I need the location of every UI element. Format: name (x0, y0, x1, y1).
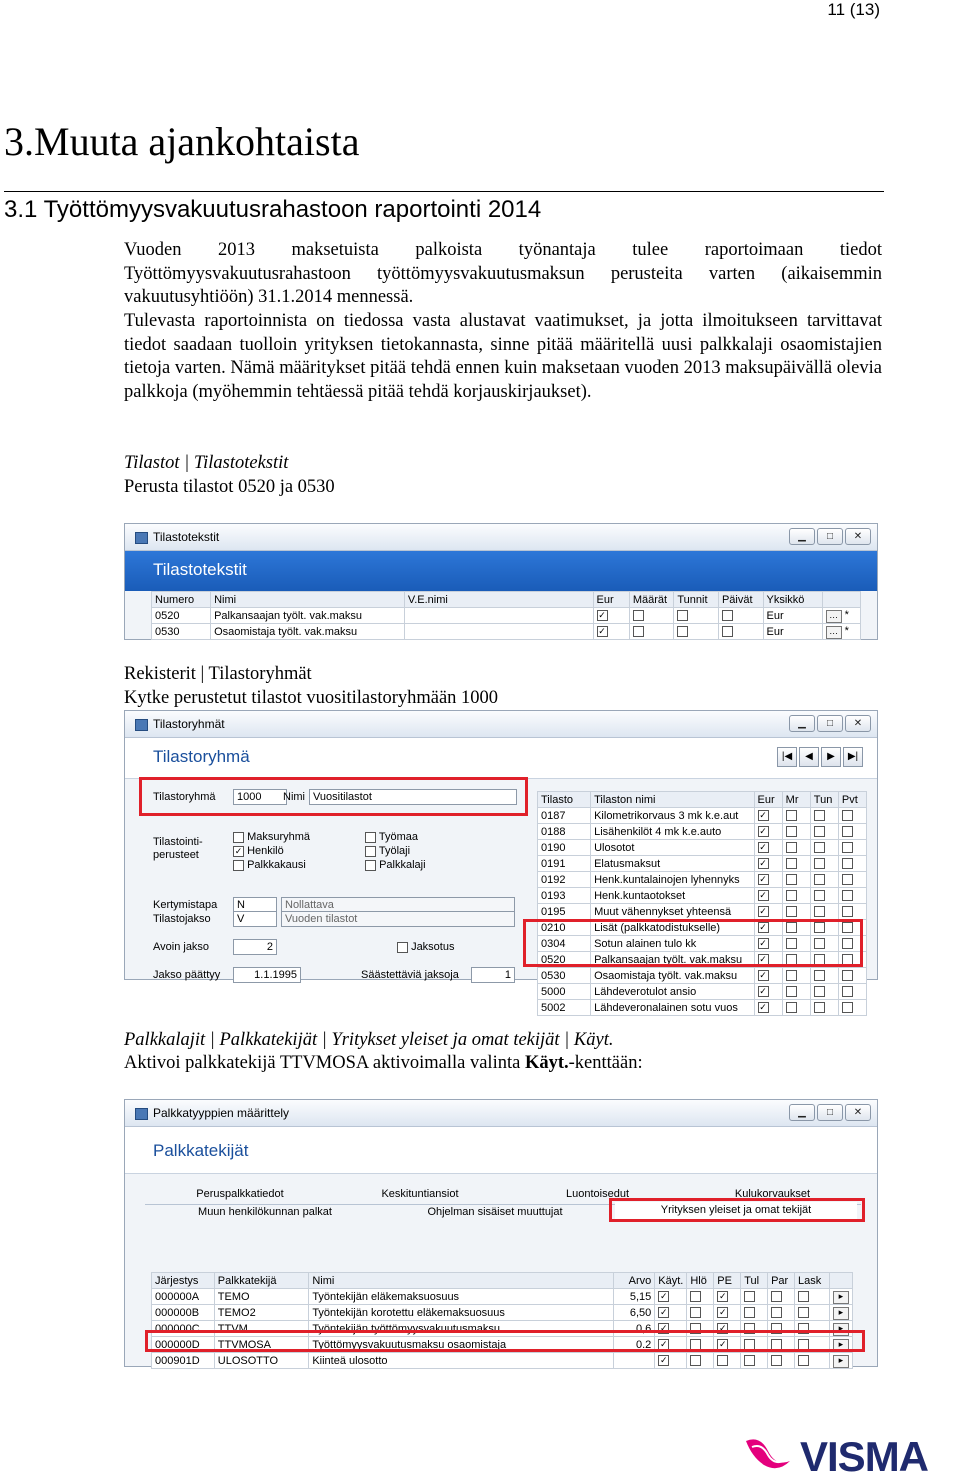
checkbox[interactable]: ✓ (759, 890, 767, 901)
checkbox[interactable] (814, 826, 825, 837)
checkbox[interactable]: ✓ (719, 1307, 727, 1318)
checkbox[interactable] (842, 842, 853, 853)
checkbox[interactable] (690, 1291, 701, 1302)
list-item[interactable]: 0520 Palkansaajan työlt. vak.maksu ✓ (538, 952, 867, 968)
list-item[interactable]: 5002 Lähdeveronalainen sotu vuos ✓ (538, 1000, 867, 1016)
col-nimi: Nimi (309, 1273, 614, 1289)
list-item[interactable]: 0195 Muut vähennykset yhteensä ✓ (538, 904, 867, 920)
checkbox[interactable] (233, 860, 244, 871)
checkbox[interactable] (677, 610, 688, 621)
checkbox[interactable] (690, 1355, 701, 1366)
checkbox[interactable] (842, 858, 853, 869)
checkbox[interactable] (814, 858, 825, 869)
table-row[interactable]: 0520 Palkansaajan työlt. vak.maksu ✓ Eur … * (152, 608, 861, 624)
screenshot-palkkatekijat (124, 1099, 878, 1367)
checkbox[interactable]: ✓ (759, 1002, 767, 1013)
col-tilasto: Tilasto (538, 792, 591, 808)
checkbox[interactable] (633, 610, 644, 621)
section-heading: 3.1 Työttömyysvakuutusrahastoon raportointi 2014 (4, 196, 542, 223)
checkbox[interactable] (786, 1002, 797, 1013)
kertymistapa-desc: Nollattava (281, 897, 515, 913)
checkbox[interactable] (814, 906, 825, 917)
kertymistapa-select[interactable]: N (233, 897, 277, 913)
col-tun: Tun (810, 792, 838, 808)
table-row[interactable]: 000000C TTVM Työntekijän työttömyysvakuutusmaksu 0,6 ✓ ✓ ▸ (152, 1321, 853, 1337)
checkbox[interactable]: ✓ (759, 970, 767, 981)
checkbox[interactable] (814, 842, 825, 853)
checkbox[interactable]: ✓ (759, 954, 767, 965)
col-jarjestys: Järjestys (152, 1273, 215, 1289)
col-yksikko: Yksikkö (763, 592, 822, 608)
maximize-icon[interactable]: □ (817, 1104, 843, 1121)
checkbox[interactable]: ✓ (759, 922, 767, 933)
checkbox[interactable] (677, 626, 688, 637)
last-record-icon[interactable]: ▶| (843, 747, 863, 767)
checkbox-kayt[interactable]: ✓ (659, 1339, 668, 1350)
checkbox[interactable] (786, 970, 797, 981)
nav-path-rekisterit: Rekisterit | Tilastoryhmät (124, 664, 312, 684)
saastettavia-label: Säästettäviä jaksoja (361, 969, 459, 981)
checkbox[interactable] (842, 970, 853, 981)
checkbox-checked[interactable]: ✓ (234, 845, 243, 856)
checkbox[interactable]: ✓ (719, 1339, 727, 1350)
checkbox[interactable] (842, 1002, 853, 1013)
window-titlebar (125, 711, 877, 738)
row-action-button[interactable]: ▸ (833, 1339, 849, 1352)
close-icon[interactable]: ✕ (845, 715, 871, 732)
table-row[interactable]: 000000B TEMO2 Työntekijän korotettu eläkemaksuosuus 6,50 ✓ ✓ ▸ (152, 1305, 853, 1321)
checkbox[interactable] (786, 890, 797, 901)
checkbox[interactable] (842, 890, 853, 901)
list-item[interactable]: 0193 Henk.kuntaotokset ✓ (538, 888, 867, 904)
checkbox-kayt[interactable]: ✓ (659, 1291, 668, 1302)
list-item[interactable]: 0530 Osaomistaja työlt. vak.maksu ✓ (538, 968, 867, 984)
checkbox[interactable] (397, 942, 408, 953)
col-maarat: Määrät (629, 592, 674, 608)
checkbox[interactable] (798, 1291, 809, 1302)
nimi-label: Nimi (283, 791, 305, 803)
checkbox[interactable] (786, 810, 797, 821)
ellipsis-button[interactable]: … (826, 626, 842, 639)
tilastojakso-desc: Vuoden tilastot (281, 911, 515, 927)
checkbox-eur-checked[interactable]: ✓ (598, 610, 606, 621)
tilastojakso-select[interactable]: V (233, 911, 277, 927)
row-action-button[interactable]: ▸ (833, 1291, 849, 1304)
highlight-active-tab (609, 1198, 865, 1222)
checkbox[interactable] (786, 826, 797, 837)
tab-luontoisedut[interactable]: Luontoisedut (566, 1188, 629, 1200)
next-record-icon[interactable]: ▶ (821, 747, 841, 767)
list-item[interactable]: 0210 Lisät (palkkatodistukselle) ✓ (538, 920, 867, 936)
col-par: Par (768, 1273, 795, 1289)
checkbox[interactable] (814, 970, 825, 981)
checkbox[interactable] (744, 1291, 755, 1302)
window-titlebar (125, 1100, 877, 1127)
checkbox[interactable] (717, 1355, 728, 1366)
checkbox[interactable] (798, 1355, 809, 1366)
checkbox-kayt[interactable]: ✓ (659, 1307, 668, 1318)
checkbox[interactable]: ✓ (759, 986, 767, 997)
tab-peruspalkkatiedot[interactable]: Peruspalkkatiedot (196, 1188, 284, 1200)
window-title: Tilastotekstit (153, 530, 220, 544)
checkbox[interactable]: ✓ (759, 938, 767, 949)
checkbox[interactable] (842, 986, 853, 997)
visma-logo (738, 1427, 958, 1480)
checkbox[interactable]: ✓ (719, 1323, 727, 1334)
checkbox[interactable] (365, 846, 376, 857)
checkbox[interactable] (842, 874, 853, 885)
heading-rule (4, 191, 884, 192)
checkbox[interactable] (771, 1307, 782, 1318)
first-record-icon[interactable]: |◀ (777, 747, 797, 767)
close-icon[interactable]: ✕ (845, 528, 871, 545)
form-banner-title: Tilastoryhmä (153, 747, 250, 766)
nimi-field[interactable]: Vuositilastot (309, 789, 517, 805)
highlight-group-fields (139, 777, 528, 816)
form-banner (125, 738, 877, 779)
pay-factor-table (151, 1272, 853, 1369)
checkbox[interactable] (771, 1291, 782, 1302)
check-label-palkkakausi: Palkkakausi (247, 859, 306, 871)
col-palkkatekija: Palkkatekijä (214, 1273, 309, 1289)
checkbox[interactable] (365, 832, 376, 843)
tilastointiperusteet-label: Tilastointi-perusteet (153, 836, 203, 861)
list-item[interactable]: 5000 Lähdeverotulot ansio ✓ (538, 984, 867, 1000)
checkbox[interactable] (814, 986, 825, 997)
checkbox[interactable]: ✓ (759, 810, 767, 821)
tilastoryhma-label: Tilastoryhmä (153, 791, 216, 803)
tilastojakso-label: Tilastojakso (153, 913, 211, 925)
col-hlo: Hlö (687, 1273, 714, 1289)
tab-yrityksen-yleiset[interactable]: Yrityksen yleiset ja omat tekijät (615, 1202, 857, 1219)
tab-muun-henkilokunnan-palkat[interactable]: Muun henkilökunnan palkat (198, 1206, 332, 1218)
col-numero: Numero (152, 592, 211, 608)
highlight-ttvmosa-row (145, 1330, 865, 1352)
checkbox[interactable] (842, 906, 853, 917)
form-banner (125, 551, 877, 591)
nav-path-palkkalajit: Palkkalajit | Palkkatekijät | Yritykset yleiset ja omat tekijät | Käyt. (124, 1030, 614, 1050)
window-title: Palkkatyyppien määrittely (153, 1106, 290, 1120)
col-kayt: Käyt. (655, 1273, 687, 1289)
window-title: Tilastoryhmät (153, 717, 225, 731)
checkbox[interactable]: ✓ (759, 874, 767, 885)
list-item[interactable]: 0187 Kilometrikorvaus 3 mk k.e.aut ✓ (538, 808, 867, 824)
checkbox[interactable] (365, 860, 376, 871)
checkbox[interactable] (233, 832, 244, 843)
svg-text:VISMA: VISMA (800, 1433, 929, 1480)
checkbox[interactable] (722, 626, 733, 637)
checkbox[interactable] (744, 1307, 755, 1318)
highlight-new-statistics (523, 919, 863, 967)
col-pe: PE (714, 1273, 741, 1289)
col-pvt: Pvt (838, 792, 866, 808)
prev-record-icon[interactable]: ◀ (799, 747, 819, 767)
record-navigation (777, 747, 863, 767)
row-action-button[interactable]: ▸ (833, 1355, 849, 1368)
minimize-icon[interactable]: ▁ (789, 715, 815, 732)
asterisk-icon[interactable]: * (844, 624, 849, 637)
col-ve-nimi: V.E.nimi (404, 592, 593, 608)
page-number: 11 (13) (827, 0, 880, 19)
col-arvo: Arvo (614, 1273, 655, 1289)
col-tunnit: Tunnit (674, 592, 719, 608)
checkbox[interactable] (798, 1307, 809, 1318)
visma-logo-icon (738, 1427, 958, 1480)
jaksotus-label: Jaksotus (411, 941, 455, 953)
table-row[interactable]: 000000A TEMO Työntekijän eläkemaksuosuus 5,15 ✓ ✓ ▸ (152, 1289, 853, 1305)
instruction-step2: Kytke perustetut tilastot vuositilastoryhmään 1000 (124, 688, 499, 708)
app-icon (135, 719, 148, 731)
kertymistapa-label: Kertymistapa (153, 899, 218, 911)
checkbox[interactable] (842, 810, 853, 821)
screenshot-tilastoryhmat (124, 710, 878, 1014)
checkbox[interactable]: ✓ (719, 1291, 727, 1302)
col-tilaston-nimi: Tilaston nimi (591, 792, 754, 808)
list-item[interactable]: 0188 Lisähenkilöt 4 mk k.e.auto ✓ (538, 824, 867, 840)
minimize-icon[interactable]: ▁ (789, 1104, 815, 1121)
jakso-paattyy-label: Jakso päättyy (153, 969, 221, 981)
col-eur: Eur (593, 592, 629, 608)
ellipsis-button[interactable]: … (826, 610, 842, 623)
col-lask: Lask (795, 1273, 830, 1289)
checkbox[interactable] (722, 610, 733, 621)
row-action-button[interactable]: ▸ (833, 1307, 849, 1320)
maximize-icon[interactable]: □ (817, 528, 843, 545)
checkbox[interactable] (786, 842, 797, 853)
checkbox[interactable]: ✓ (759, 858, 767, 869)
list-item[interactable]: 0190 Ulosotot ✓ (538, 840, 867, 856)
avoin-jakso-label: Avoin jakso (153, 941, 210, 953)
paragraph-details: Tulevasta raportoinnista on tiedossa vasta alustavat vaatimukset, ja jotta ilmoitukseen tarvittavat tiedot saadaan tuolloin yrityksen tietokannasta, sinne pitää määritellä uusi palkkalaji osaomistajien tietoja varten. Nämä määritykset pitää tehdä ennen kuin maksetaan vuoden 2013 maksupäivällä olevia palkkoja (myöhemmin tehtäessä pitää tehdä korjauskirjaukset). (124, 311, 882, 402)
check-label-palkkalaji: Palkkalaji (379, 859, 426, 871)
form-banner-title: Palkkatekijät (153, 1141, 249, 1160)
table-row[interactable]: 000901D ULOSOTTO Kiinteä ulosotto ✓ ▸ (152, 1353, 853, 1369)
minimize-icon[interactable]: ▁ (789, 528, 815, 545)
jakso-paattyy-field[interactable]: 1.1.1995 (233, 967, 301, 983)
instruction-step1: Perusta tilastot 0520 ja 0530 (124, 477, 335, 497)
checkbox[interactable] (786, 874, 797, 885)
checkbox[interactable] (633, 626, 644, 637)
form-banner-title: Tilastotekstit (153, 560, 247, 579)
form-banner (125, 1127, 877, 1174)
window-titlebar (125, 524, 877, 551)
asterisk-icon[interactable]: * (844, 608, 849, 621)
check-label-tyolaji: Työlaji (378, 845, 411, 857)
saastettavia-field[interactable]: 1 (471, 967, 515, 983)
checkbox-eur-checked[interactable]: ✓ (598, 626, 606, 637)
col-nimi: Nimi (211, 592, 405, 608)
checkbox-kayt[interactable]: ✓ (659, 1355, 668, 1366)
checkbox[interactable] (786, 986, 797, 997)
checkbox[interactable] (771, 1355, 782, 1366)
check-label-maksuryhma: Maksuryhmä (247, 831, 311, 843)
app-icon (135, 1108, 148, 1120)
check-label-henkilo: Henkilö (247, 845, 284, 857)
screenshot-tilastotekstit (124, 523, 878, 640)
col-eur: Eur (754, 792, 782, 808)
instruction-step3: Aktivoi palkkatekijä TTVMOSA aktivoimalla valinta Käyt.-kenttään: (124, 1053, 643, 1073)
checkbox[interactable] (814, 1002, 825, 1013)
checkbox[interactable] (814, 874, 825, 885)
col-tul: Tul (741, 1273, 768, 1289)
checkbox[interactable] (814, 890, 825, 901)
tab-kulukorvaukset[interactable]: Kulukorvaukset (734, 1188, 811, 1200)
statistics-group-list (537, 791, 867, 1016)
close-icon[interactable]: ✕ (845, 1104, 871, 1121)
checkbox[interactable] (786, 906, 797, 917)
list-item[interactable]: 0191 Elatusmaksut ✓ (538, 856, 867, 872)
row-action-button[interactable]: ▸ (833, 1323, 849, 1336)
list-item[interactable]: 0192 Henk.kuntalainojen lyhennyks ✓ (538, 872, 867, 888)
nav-path-tilastot: Tilastot | Tilastotekstit (124, 453, 289, 473)
checkbox[interactable] (744, 1355, 755, 1366)
checkbox[interactable] (786, 858, 797, 869)
table-row[interactable]: 0530 Osaomistaja työlt. vak.maksu ✓ Eur … * (152, 624, 861, 640)
checkbox[interactable] (814, 810, 825, 821)
tab-ohjelman-sisaiset-muuttujat[interactable]: Ohjelman sisäiset muuttujat (427, 1206, 563, 1218)
checkbox[interactable]: ✓ (759, 826, 767, 837)
tilastoryhma-field[interactable]: 1000 (233, 789, 287, 805)
table-row[interactable]: 000000D TTVMOSA Työttömyysvakuutusmaksu osaomistaja 0.2 ✓ ✓ ▸ (152, 1337, 853, 1353)
col-mr: Mr (782, 792, 810, 808)
chapter-heading: 3.Muuta ajankohtaista (4, 119, 360, 164)
tab-keskituntiansiot[interactable]: Keskituntiansiot (381, 1188, 459, 1200)
app-icon (135, 532, 148, 544)
checkbox-kayt[interactable]: ✓ (659, 1323, 668, 1334)
checkbox[interactable] (690, 1307, 701, 1318)
maximize-icon[interactable]: □ (817, 715, 843, 732)
checkbox[interactable]: ✓ (759, 842, 767, 853)
col-paivat: Päivät (718, 592, 763, 608)
list-item[interactable]: 0304 Sotun alainen tulo kk ✓ (538, 936, 867, 952)
checkbox[interactable] (842, 826, 853, 837)
check-label-tyomaa: Työmaa (378, 831, 418, 843)
paragraph-intro: Vuoden 2013 maksetuista palkoista työnantaja tulee raportoimaan tiedot Työttömyysvakuutusrahastoon työttömyysvakuutusmaksun perusteita varten (aikaisemmin vakuutusyhtiöön) 31.1.2014 mennessä. (124, 240, 882, 307)
checkbox[interactable]: ✓ (759, 906, 767, 917)
statistics-text-table (151, 591, 861, 640)
avoin-jakso-field[interactable]: 2 (233, 939, 277, 955)
